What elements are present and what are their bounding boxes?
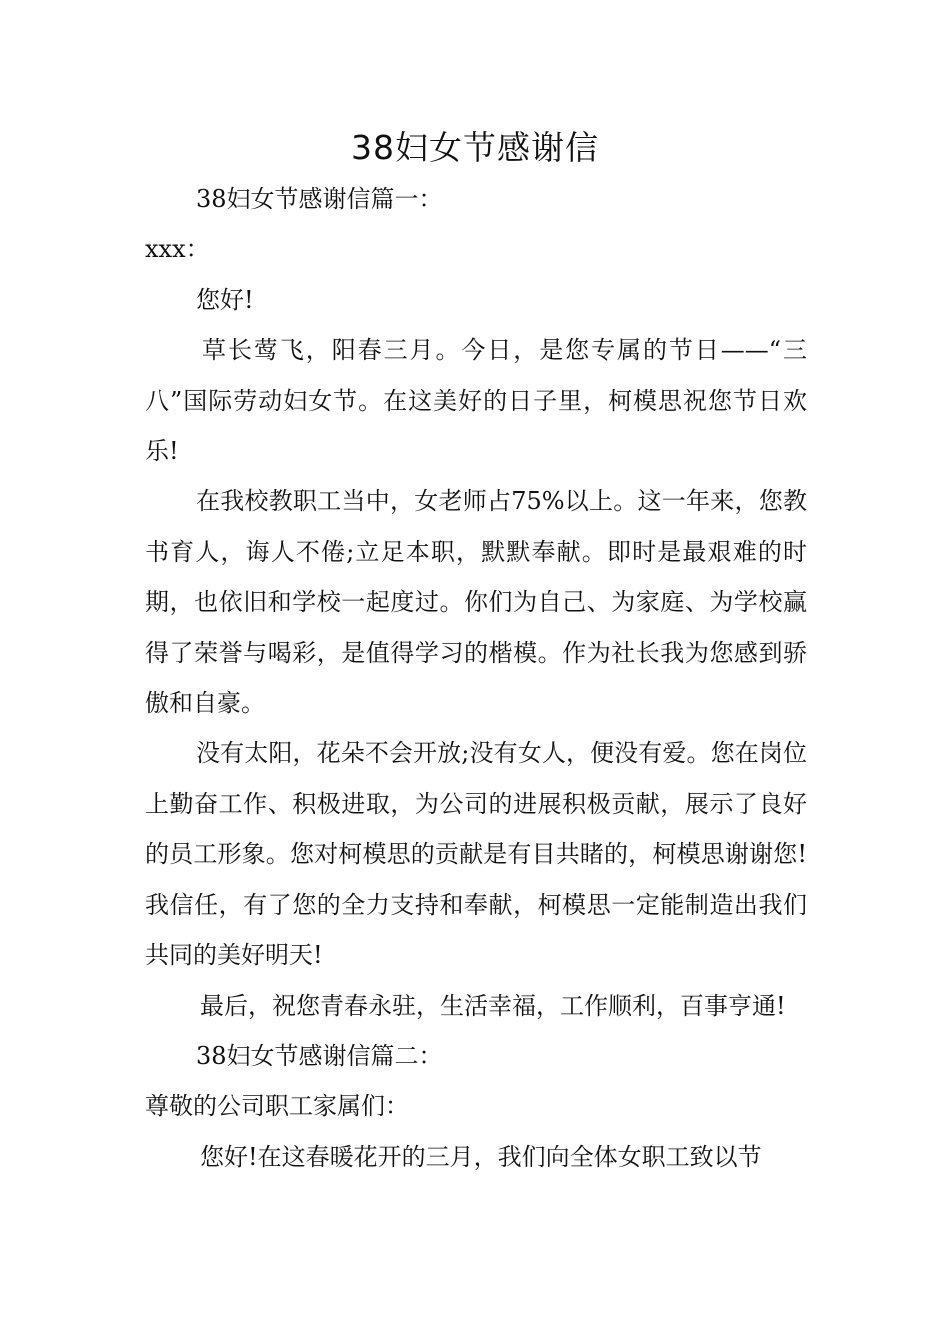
paragraph-intro: 草长莺飞，阳春三月。今日，是您专属的节日——“三八”国际劳动妇女节。在这美好的日子里，柯模思祝您节日欢乐! [145,336,807,466]
section-heading-2: 38妇女节感谢信篇二： [196,1041,443,1070]
greeting-1: 您好! [196,285,254,314]
document-title: 38妇女节感谢信 [351,128,599,167]
paragraph-closing-1: 最后，祝您青春永驻，生活幸福，工作顺利，百事亨通! [200,991,786,1020]
paragraph-teachers: 在我校教职工当中，女老师占75%以上。这一年来，您教书育人，诲人不倦;立足本职，默默奉献。即时是最艰难的时期，也依旧和学校一起度过。你们为自己、为家庭、为学校赢得了荣誉与喝彩，是值得学习的楷模。作为社长我为您感到骄傲和自豪。 [145,487,807,718]
paragraph-contribution: 没有太阳，花朵不会开放;没有女人，便没有爱。您在岗位上勤奋工作、积极进取，为公司的进展积极贡献，展示了良好的员工形象。您对柯模思的贡献是有目共睹的，柯模思谢谢您!我信任，有了您的全力支持和奉献，柯模思一定能制造出我们共同的美好明天! [145,739,807,970]
paragraph-letter-2-start: 您好!在这春暖花开的三月，我们向全体女职工致以节 [200,1142,762,1171]
salutation-2: 尊敬的公司职工家属们： [145,1092,409,1121]
salutation-1: xxx： [145,235,210,264]
section-heading-1: 38妇女节感谢信篇一： [196,185,443,213]
document-body [145,174,807,1182]
